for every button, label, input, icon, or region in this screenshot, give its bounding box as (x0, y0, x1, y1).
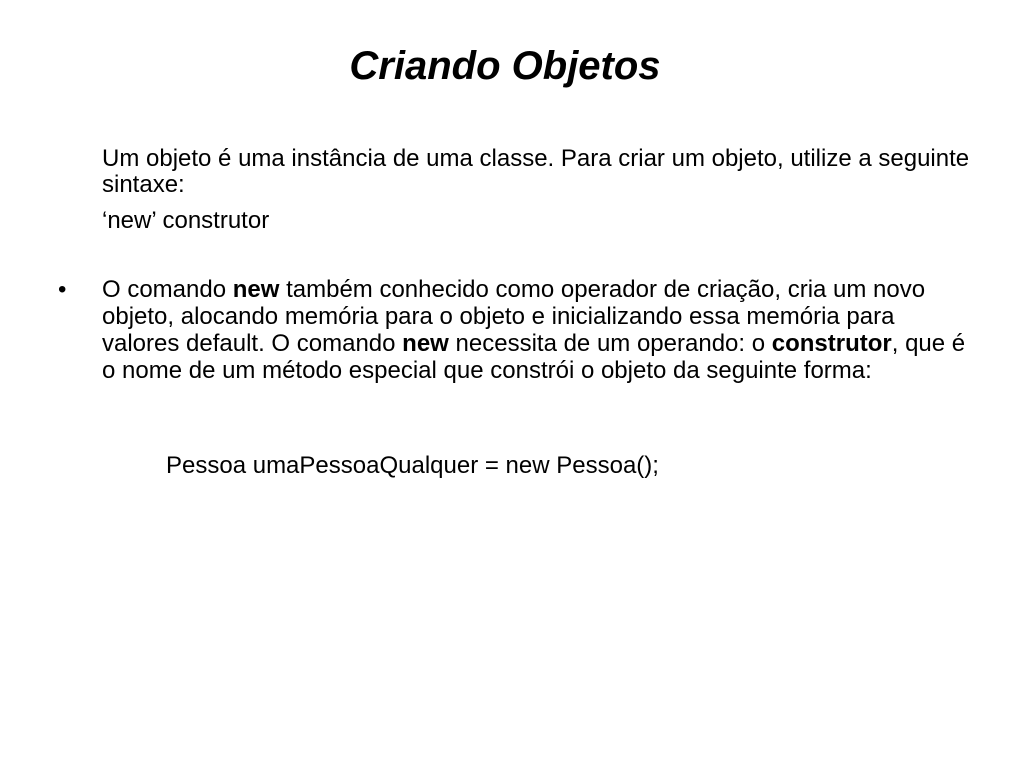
bullet-text-part-1: O comando (102, 276, 233, 303)
bullet-item (58, 276, 978, 384)
intro-paragraph (102, 146, 982, 234)
bullet-text-part-2: também conhecido como operador de criação, cria um novo objeto, alocando memória para o objeto e inicializando essa memória para valores default. O comando (102, 276, 926, 357)
bullet-text-part-3: necessita de um operando: o (448, 330, 772, 357)
syntax-text: ‘new’ construtor (102, 207, 270, 234)
keyword-construtor: construtor (771, 330, 892, 357)
keyword-new-2: new (402, 330, 449, 357)
bullet-text-part-4: , que é o nome de um método especial que constrói o objeto da seguinte forma: (102, 330, 966, 384)
slide-title: Criando Objetos (349, 44, 661, 88)
keyword-new-1: new (232, 276, 280, 303)
intro-sentence: Um objeto é uma instância de uma classe. Para criar um objeto, utilize a seguinte sintaxe: (102, 145, 970, 198)
code-example: Pessoa umaPessoaQualquer = new Pessoa(); (166, 452, 659, 479)
bullet-marker: • (58, 276, 67, 303)
bullet-text (102, 276, 978, 384)
